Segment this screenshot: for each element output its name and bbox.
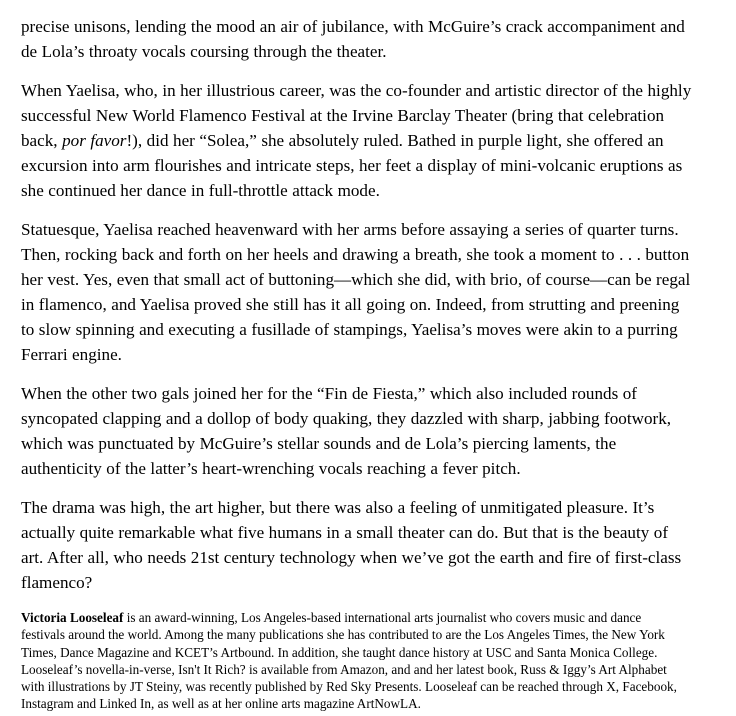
italic-text: por favor [62,131,127,150]
article-body [21,14,692,713]
paragraph: When the other two gals joined her for the “Fin de Fiesta,” which also included rounds of syncopated clapping and a dollop of body quaking, they dazzled with sharp, jabbing footwork, which was punctuated by McGuire’s stellar sounds and de Lola’s piercing laments, the authenticity of the latter’s heart-wrenching vocals reaching a fever pitch. [21,384,672,478]
paragraph: precise unisons, lending the mood an air of jubilance, with McGuire’s crack accompaniment and de Lola’s throaty vocals coursing through the theater. [21,17,685,61]
author-bio: Victoria Looseleaf is an award-winning, Los Angeles-based international arts journalist who covers music and dance festivals around the world. Among the many publications she has contributed to are the Los Angeles Times, the New York Times, Dance Magazine and KCET’s Artbound. In addition, she taught dance history at USC and Santa Monica College. Looseleaf’s novella-in-verse, Isn't It Rich? is available from Amazon, and and her latest book, Russ & Iggy’s Art Alphabet with illustrations by JT Steiny, was recently published by Red Sky Presents. Looseleaf can be reached through X, Facebook, Instagram and Linked In, as well as at her online arts magazine ArtNowLA. [21,610,677,712]
paragraph: When Yaelisa, who, in her illustrious career, was the co-founder and artistic director of the highly successful New World Flamenco Festival at the Irvine Barclay Theater (bring that celebration back, por favor!), did her “Solea,” she absolutely ruled. Bathed in purple light, she offered an excursion into arm flourishes and intricate steps, her feet a display of mini-volcanic eruptions as she continued her dance in full-throttle attack mode. [21,81,692,200]
author-name: Victoria Looseleaf [21,610,124,625]
paragraph: Statuesque, Yaelisa reached heavenward with her arms before assaying a series of quarter turns. Then, rocking back and forth on her heels and drawing a breath, she took a moment to . . . button her vest. Yes, even that small act of buttoning—which she did, with brio, of course—can be regal in flamenco, and Yaelisa proved she still has it all going on. Indeed, from strutting and preening to slow spinning and executing a fusillade of stampings, Yaelisa’s moves were akin to a purring Ferrari engine. [21,220,691,364]
paragraph: The drama was high, the art higher, but there was also a feeling of unmitigated pleasure. It’s actually quite remarkable what five humans in a small theater can do. But that is the beauty of art. After all, who needs 21st century technology when we’ve got the earth and fire of first-class flamenco? [21,498,682,592]
